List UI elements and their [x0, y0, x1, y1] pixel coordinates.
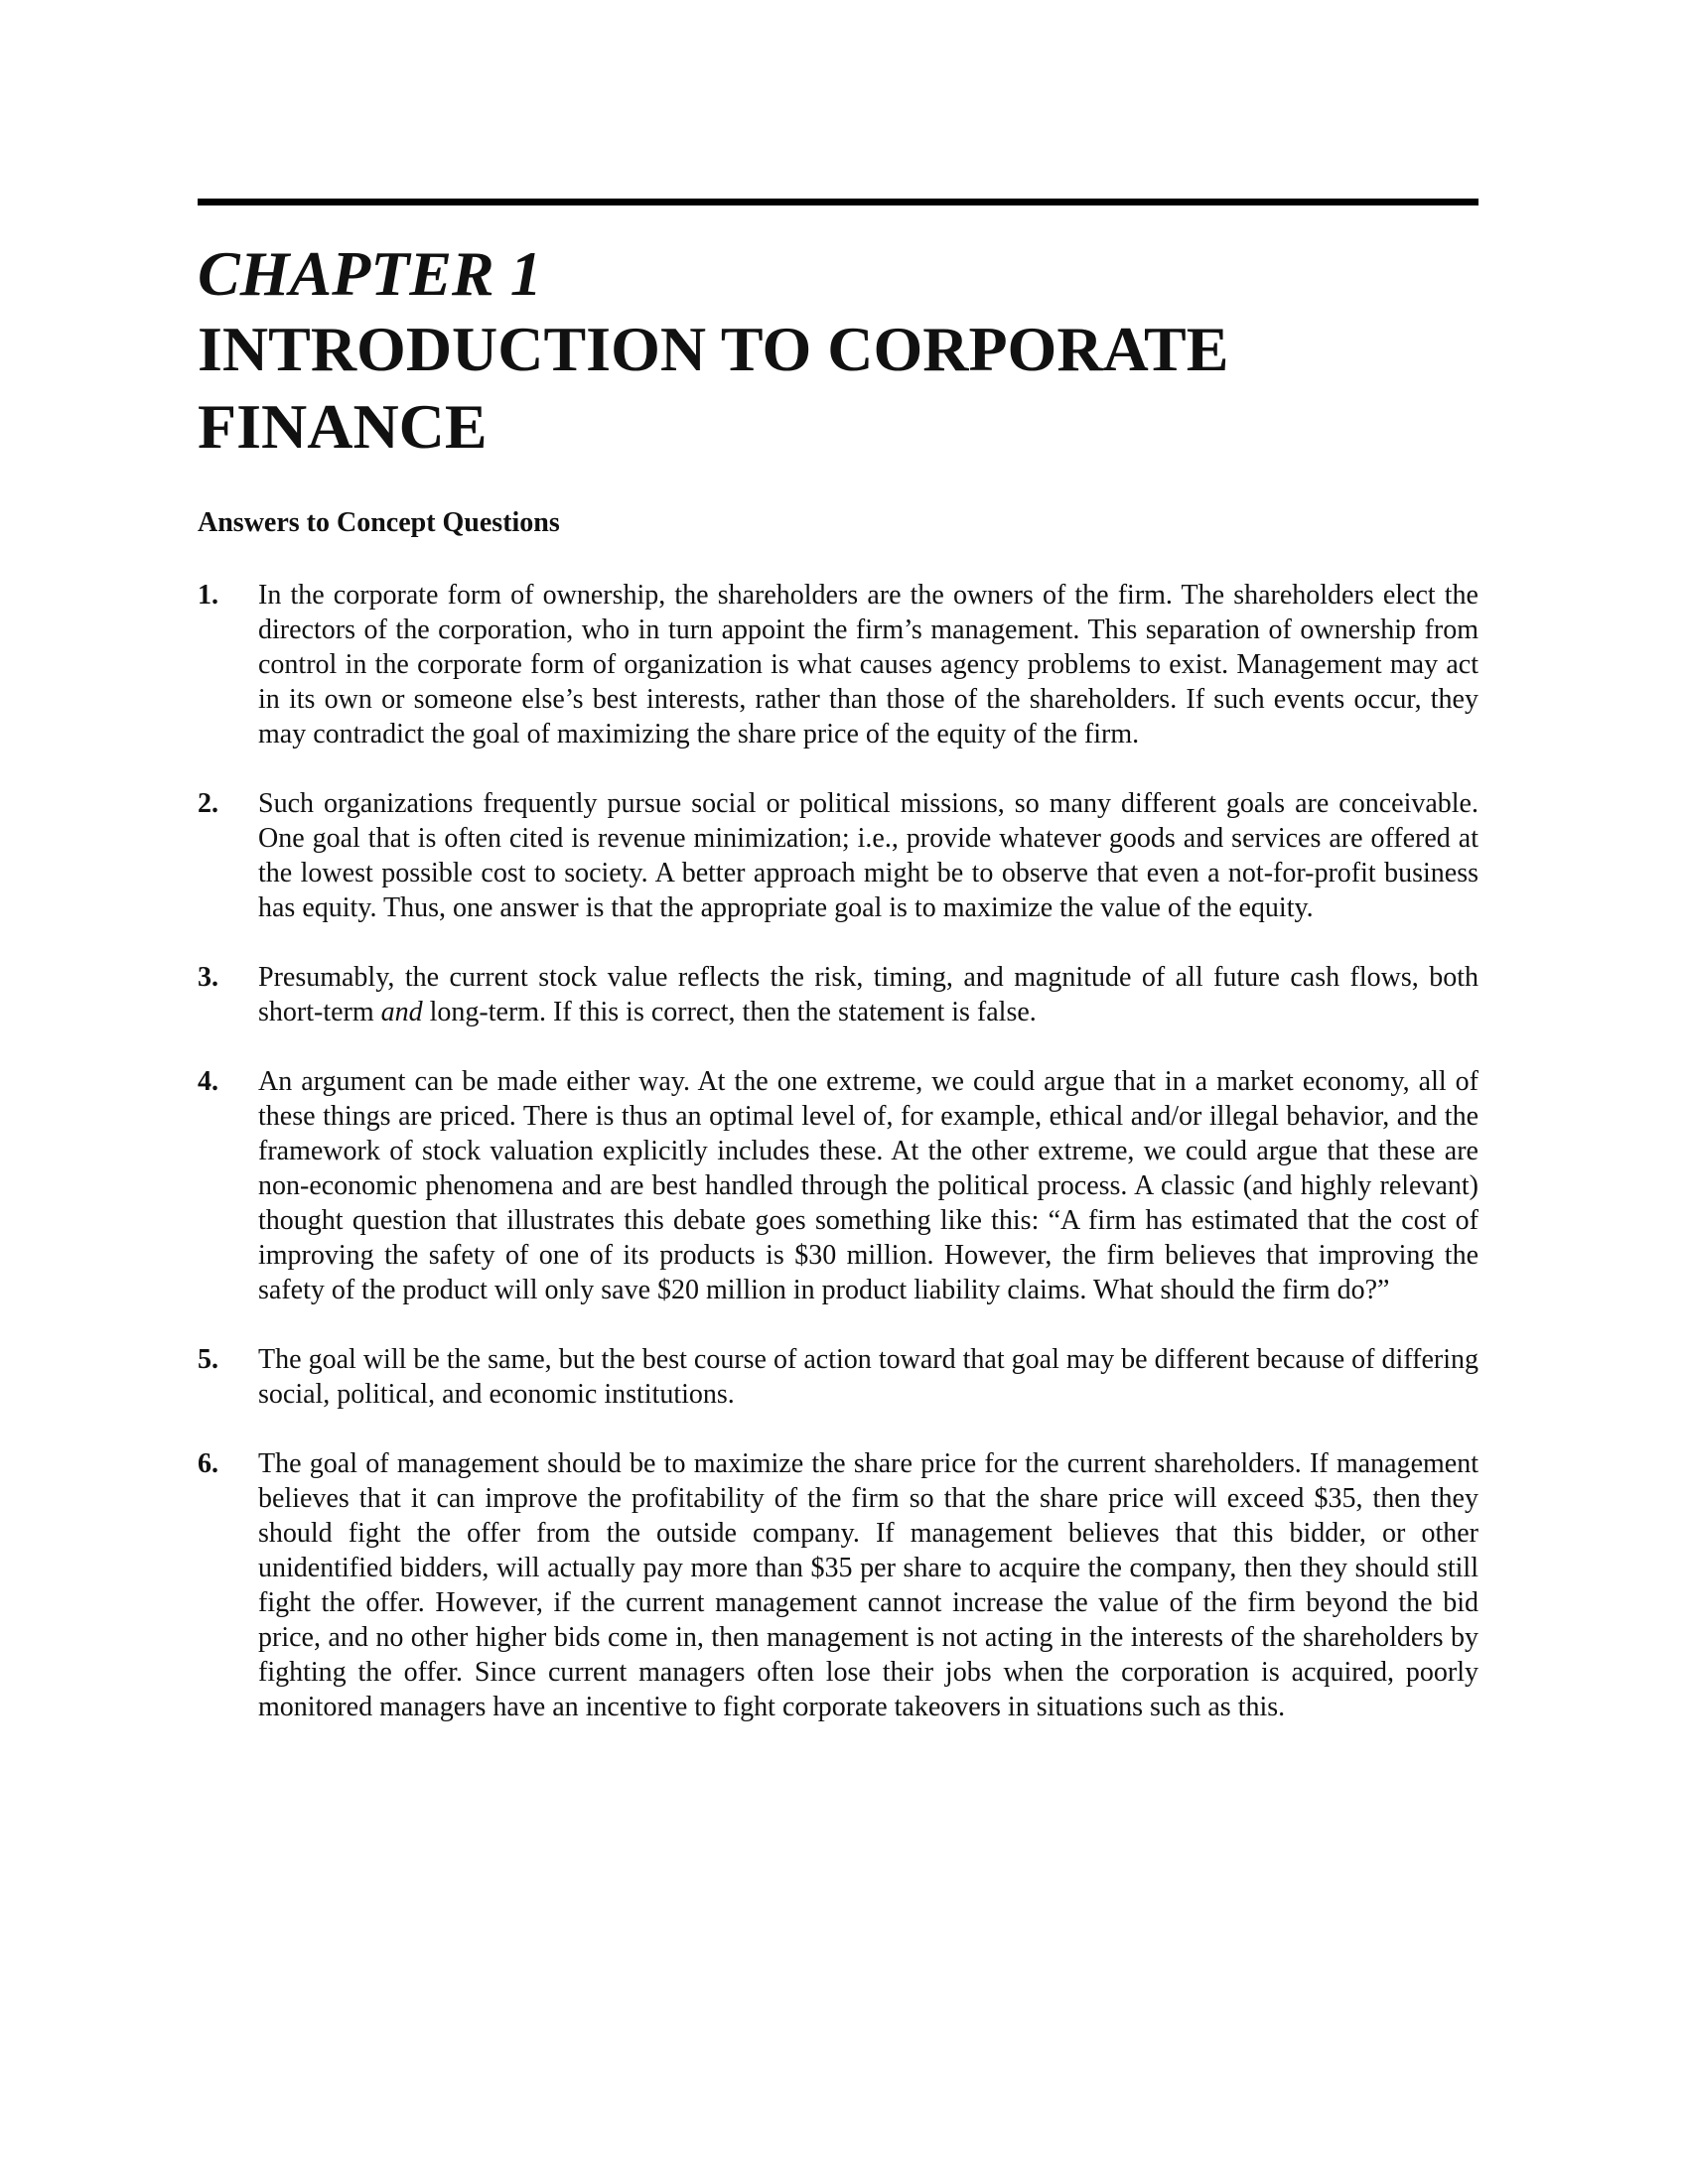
answer-number: 6. [198, 1448, 218, 1479]
top-rule [198, 199, 1478, 205]
answer-item [198, 1342, 1478, 1412]
answer-item [198, 1064, 1478, 1307]
answer-number: 4. [198, 1066, 218, 1097]
answer-number: 5. [198, 1344, 218, 1375]
answer-text: The goal will be the same, but the best course of action toward that goal may be different because of differing social, political, and economic institutions. [258, 1344, 1478, 1410]
answer-text: In the corporate form of ownership, the shareholders are the owners of the firm. The shareholders elect the directors of the corporation, who in turn appoint the firm’s management. This separation of ownership from control in the corporate form of organization is what causes agency problems to exist. Management may act in its own or someone else’s best interests, rather than those of the shareholders. If such events occur, they may contradict the goal of maximizing the share price of the equity of the firm. [258, 580, 1478, 750]
answers-list [198, 578, 1478, 1724]
answer-item [198, 786, 1478, 925]
answer-text-before: Presumably, the current stock value reflects the risk, timing, and magnitude of all future cash flows, both short-term [258, 962, 1478, 1027]
answer-item [198, 960, 1478, 1029]
answer-number: 1. [198, 580, 218, 611]
answer-text-emphasis: and [380, 997, 423, 1027]
answer-item [198, 1446, 1478, 1724]
chapter-title: INTRODUCTION TO CORPORATE FINANCE [198, 314, 1229, 462]
answer-text: An argument can be made either way. At the one extreme, we could argue that in a market economy, all of these things are priced. There is thus an optimal level of, for example, ethical and/or illegal behavior, and the framework of stock valuation explicitly includes these. At the other extreme, we could argue that these are non-economic phenomena and are best handled through the political process. A classic (and highly relevant) thought question that illustrates this debate goes something like this: “A firm has estimated that the cost of improving the safety of one of its products is $30 million. However, the firm believes that improving the safety of the product will only save $20 million in product liability claims. What should the firm do?” [258, 1066, 1478, 1305]
answer-text [258, 960, 1478, 1029]
answer-number: 3. [198, 962, 218, 993]
answer-text: Such organizations frequently pursue social or political missions, so many different goals are conceivable. One goal that is often cited is revenue minimization; i.e., provide whatever goods and services are offered at the lowest possible cost to society. A better approach might be to observe that even a not-for-profit business has equity. Thus, one answer is that the appropriate goal is to maximize the value of the equity. [258, 788, 1478, 923]
answer-text: The goal of management should be to maximize the share price for the current shareholders. If management believes that it can improve the profitability of the firm so that the share price will exceed $35, then they should fight the offer from the outside company. If management believes that this bidder, or other unidentified bidders, will actually pay more than $35 per share to acquire the company, then they should still fight the offer. However, if the current management cannot increase the value of the firm beyond the bid price, and no other higher bids come in, then management is not acting in the interests of the shareholders by fighting the offer. Since current managers often lose their jobs when the corporation is acquired, poorly monitored managers have an incentive to fight corporate takeovers in situations such as this. [258, 1448, 1478, 1722]
answer-item [198, 578, 1478, 751]
answer-text-after: long-term. If this is correct, then the statement is false. [422, 997, 1037, 1027]
chapter-label: CHAPTER 1 [198, 238, 542, 309]
document-page [198, 199, 1478, 1759]
section-heading: Answers to Concept Questions [198, 507, 560, 538]
answer-number: 2. [198, 788, 218, 819]
